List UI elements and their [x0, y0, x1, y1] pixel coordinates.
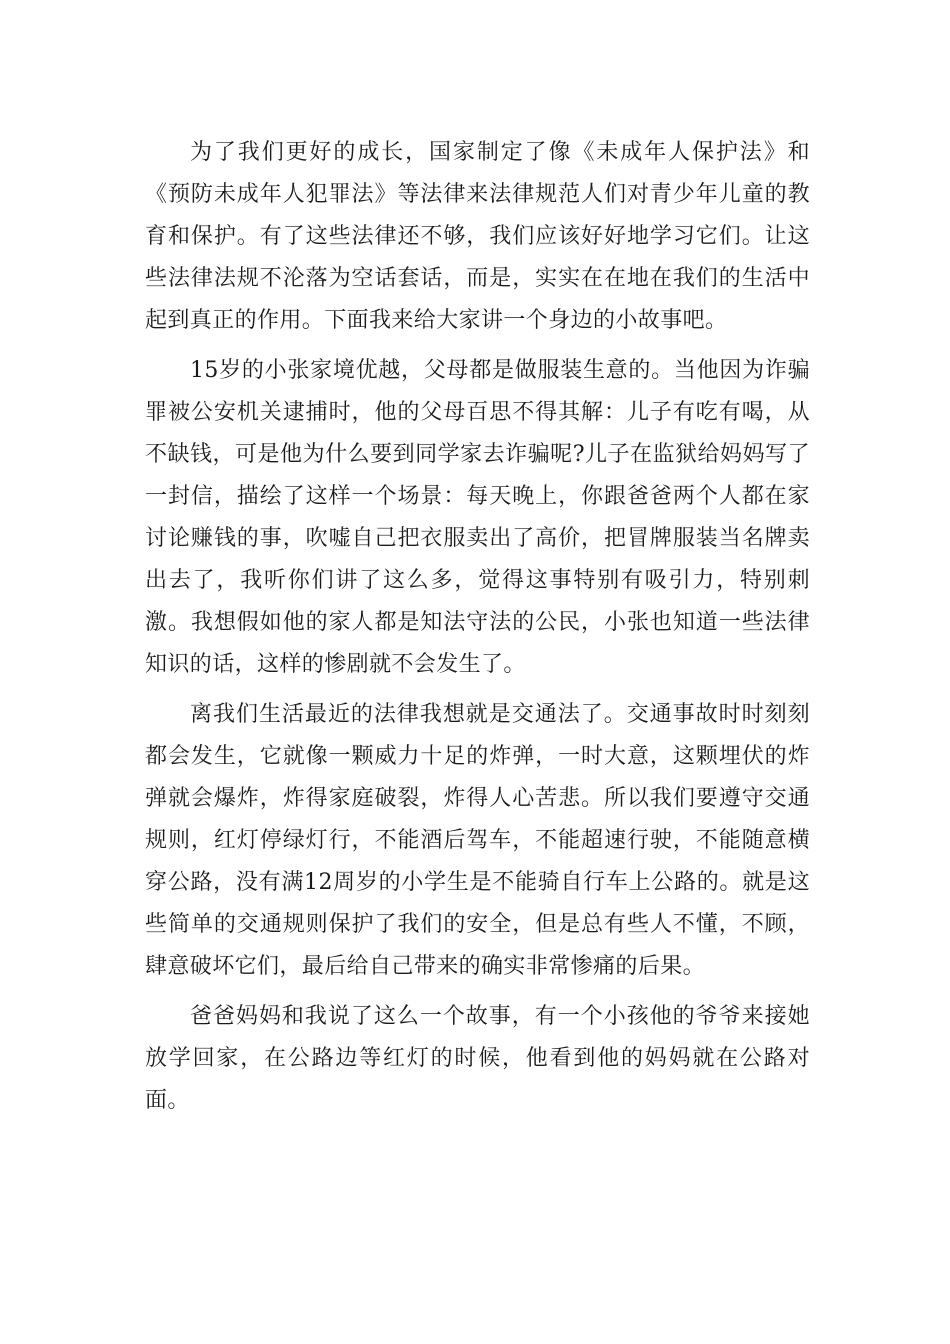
- document-body: [145, 132, 810, 1122]
- paragraph-2: 15岁的小张家境优越，父母都是做服装生意的。当他因为诈骗罪被公安机关逮捕时，他的父母百思不得其解：儿子有吃有喝，从不缺钱，可是他为什么要到同学家去诈骗呢?儿子在监狱给妈妈写了一封信，描绘了这样一个场景：每天晚上，你跟爸爸两个人都在家讨论赚钱的事，吹嘘自己把衣服卖出了高价，把冒牌服装当名牌卖出去了，我听你们讲了这么多，觉得这事特别有吸引力，特别刺激。我想假如他的家人都是知法守法的公民，小张也知道一些法律知识的话，这样的惨剧就不会发生了。: [145, 358, 810, 677]
- paragraph-4: 爸爸妈妈和我说了这么一个故事，有一个小孩他的爷爷来接她放学回家，在公路边等红灯的时候，他看到他的妈妈就在公路对面。: [145, 1004, 810, 1113]
- paragraph-3: 离我们生活最近的法律我想就是交通法了。交通事故时时刻刻都会发生，它就像一颗威力十足的炸弹，一时大意，这颗埋伏的炸弹就会爆炸，炸得家庭破裂，炸得人心苦悲。所以我们要遵守交通规则，红灯停绿灯行，不能酒后驾车，不能超速行驶，不能随意横穿公路，没有满12周岁的小学生是不能骑自行车上公路的。就是这些简单的交通规则保护了我们的安全，但是总有些人不懂，不顾，肆意破坏它们，最后给自己带来的确实非常惨痛的后果。: [145, 702, 810, 979]
- paragraph-1: 为了我们更好的成长，国家制定了像《未成年人保护法》和《预防未成年人犯罪法》等法律来法律规范人们对青少年儿童的教育和保护。有了这些法律还不够，我们应该好好地学习它们。让这些法律法规不沦落为空话套话，而是，实实在在地在我们的生活中起到真正的作用。下面我来给大家讲一个身边的小故事吧。: [145, 140, 810, 333]
